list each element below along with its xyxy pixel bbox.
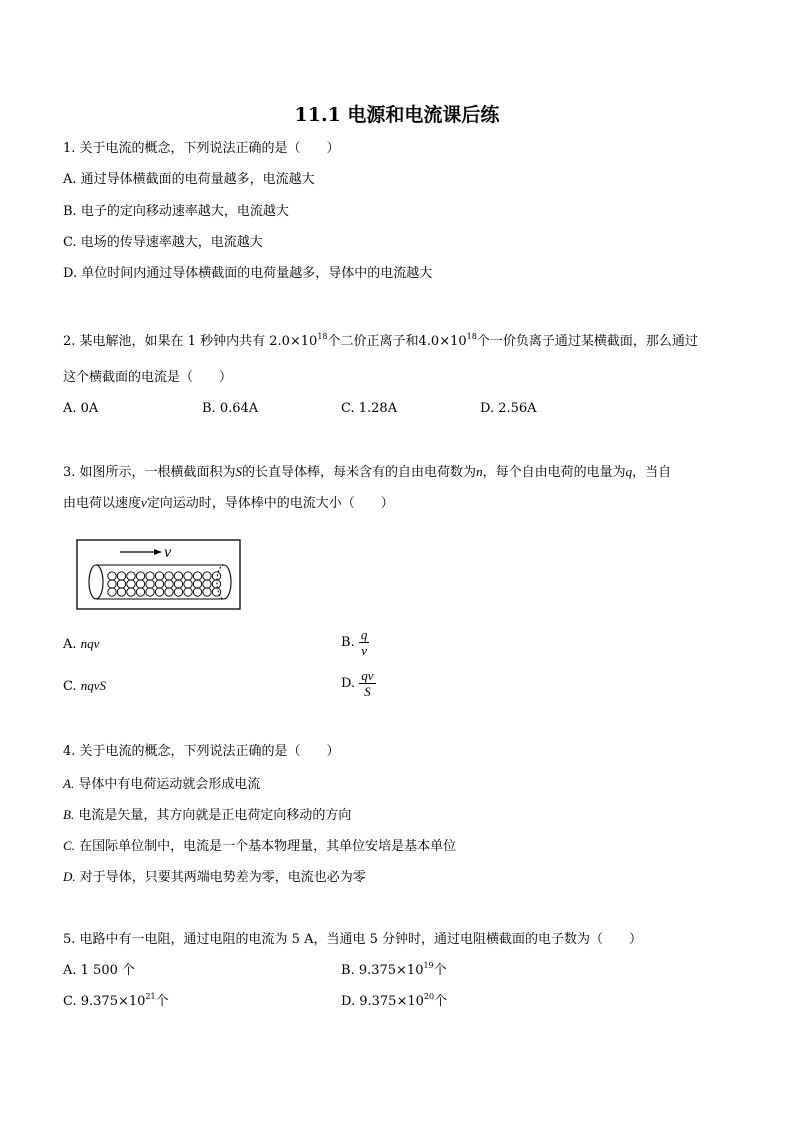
page-title: 11.1 电源和电流课后练 [294, 104, 500, 126]
q2-exp1: 18 [317, 332, 328, 341]
q4-option-b [63, 806, 351, 825]
free-charge [184, 572, 192, 580]
q5-option-d-unit: 个 [434, 994, 448, 1009]
q1-option-b: B. 电子的定向移动速率越大，电流越大 [63, 204, 289, 219]
q5-stem: 5. 电路中有一电阻，通过电阻的电流为 5 A，当通电 5 分钟时，通过电阻横截面的电子数为（ ） [63, 932, 642, 947]
free-charge [146, 588, 154, 596]
rod-left-end [89, 565, 103, 599]
free-charge [184, 580, 192, 588]
q3-var-q: q [625, 464, 633, 479]
q3-var-v: v [141, 495, 147, 510]
q1-option-c: C. 电场的传导速率越大，电流越大 [63, 235, 263, 250]
free-charge [203, 572, 211, 580]
q4-option-b-text: 电流是矢量，其方向就是正电荷定向移动的方向 [78, 808, 352, 823]
free-charges [108, 572, 221, 596]
q3-line1-b: 的长直导体棒，每米含有的自由电荷数为 [242, 465, 477, 480]
q3-option-b-num: q [360, 627, 368, 642]
q3-option-d-letter: D. [341, 676, 356, 691]
velocity-arrow-head [154, 549, 162, 555]
free-charge [203, 580, 211, 588]
free-charge [127, 572, 135, 580]
q2-option-a: A. 0A [63, 401, 99, 416]
q4-option-c [63, 837, 456, 856]
q3-line1-d: ，当自 [632, 465, 672, 480]
q3-option-c-letter: C. [63, 679, 77, 694]
q5-option-b-unit: 个 [433, 963, 447, 978]
q3-option-a-letter: A. [63, 637, 77, 652]
conductor-figure [76, 539, 242, 611]
q2-option-c: C. 1.28A [341, 401, 398, 416]
q5-option-c-base: C. 9.375×10 [63, 994, 146, 1009]
q2-option-b: B. 0.64A [202, 401, 259, 416]
q3-line2-b: 定向运动时，导体棒中的电流大小（ ） [146, 496, 394, 511]
free-charge [136, 588, 144, 596]
q3-option-c [63, 677, 106, 696]
free-charge [174, 588, 182, 596]
q5-option-d-base: D. 9.375×10 [341, 994, 424, 1009]
free-charge [193, 588, 201, 596]
q5-option-b-base: B. 9.375×10 [341, 963, 424, 978]
q3-option-a [63, 635, 99, 654]
q4-option-a-text: 导体中有电荷运动就会形成电流 [78, 777, 261, 792]
q5-option-a: A. 1 500 个 [63, 963, 136, 978]
q4-option-d [63, 868, 366, 887]
free-charge [155, 572, 163, 580]
free-charge [212, 572, 220, 580]
velocity-label: v [164, 544, 172, 561]
q1-option-a: A. 通过导体横截面的电荷量越多，电流越大 [63, 172, 315, 187]
free-charge [165, 588, 173, 596]
q5-option-c [63, 993, 169, 1011]
q3-line2-a: 由电荷以速度 [63, 496, 142, 511]
q5-option-b [341, 962, 447, 980]
free-charge [212, 588, 220, 596]
free-charge [155, 588, 163, 596]
free-charge [108, 588, 116, 596]
q4-option-b-letter: B. [63, 807, 75, 822]
q5-option-d-exp: 20 [423, 992, 435, 1001]
q3-var-n: n [476, 464, 483, 479]
free-charge [193, 580, 201, 588]
q2-stem-c: 个一价负离子通过某横截面，那么通过 [476, 334, 698, 349]
q4-option-a [63, 775, 260, 794]
q3-option-a-expr: nqv [80, 636, 100, 651]
q4-option-a-letter: A. [63, 776, 75, 791]
q5-option-d [341, 993, 447, 1011]
free-charge [174, 580, 182, 588]
free-charge [127, 588, 135, 596]
q3-option-d [341, 668, 376, 699]
q2-stem-a: 2. 某电解池，如果在 1 秒钟内共有 2.0×10 [63, 334, 318, 349]
q2-stem-line2: 这个横截面的电流是（ ） [63, 370, 233, 385]
free-charge [136, 572, 144, 580]
q5-option-b-exp: 19 [423, 961, 434, 970]
q3-option-d-fraction [359, 668, 375, 699]
q1-stem: 1. 关于电流的概念，下列说法正确的是（ ） [63, 141, 340, 156]
free-charge [108, 572, 116, 580]
free-charge [203, 588, 211, 596]
q4-option-d-text: 对于导体，只要其两端电势差为零，电流也必为零 [79, 870, 366, 885]
q3-option-b-fraction [359, 627, 370, 658]
free-charge [117, 588, 125, 596]
free-charge [146, 572, 154, 580]
q2-option-d: D. 2.56A [480, 401, 537, 416]
free-charge [108, 580, 116, 588]
q4-option-c-text: 在国际单位制中，电流是一个基本物理量，其单位安培是基本单位 [79, 839, 457, 854]
q3-stem-line2 [63, 494, 394, 513]
q2-exp2: 18 [466, 332, 477, 341]
q2-stem-b: 个二价正离子和4.0×10 [327, 334, 467, 349]
q5-option-c-unit: 个 [155, 994, 169, 1009]
q3-option-b [341, 627, 369, 658]
q4-stem: 4. 关于电流的概念，下列说法正确的是（ ） [63, 744, 340, 759]
free-charge [117, 580, 125, 588]
q3-option-c-expr: nqvS [80, 678, 107, 693]
q3-option-d-num: qv [361, 668, 374, 683]
free-charge [193, 572, 201, 580]
free-charge [117, 572, 125, 580]
rod-right-end-front [224, 565, 231, 599]
free-charge [136, 580, 144, 588]
q4-option-d-letter: D. [63, 869, 76, 884]
q1-option-d: D. 单位时间内通过导体横截面的电荷量越多，导体中的电流越大 [63, 266, 433, 281]
free-charge [127, 580, 135, 588]
free-charge [184, 588, 192, 596]
q3-option-b-den: v [361, 643, 367, 658]
q3-stem-line1 [63, 463, 671, 482]
q5-option-c-exp: 21 [145, 992, 156, 1001]
free-charge [165, 572, 173, 580]
q3-option-b-letter: B. [341, 635, 355, 650]
q3-var-s: S [235, 464, 243, 479]
free-charge [155, 580, 163, 588]
free-charge [146, 580, 154, 588]
q3-line1-a: 3. 如图所示，一根横截面积为 [63, 465, 236, 480]
q2-stem-line1 [63, 333, 698, 351]
q3-line1-c: ，每个自由电荷的电量为 [482, 465, 626, 480]
q3-option-d-den: S [364, 684, 371, 699]
free-charge [165, 580, 173, 588]
q4-option-c-letter: C. [63, 838, 75, 853]
free-charge [174, 572, 182, 580]
